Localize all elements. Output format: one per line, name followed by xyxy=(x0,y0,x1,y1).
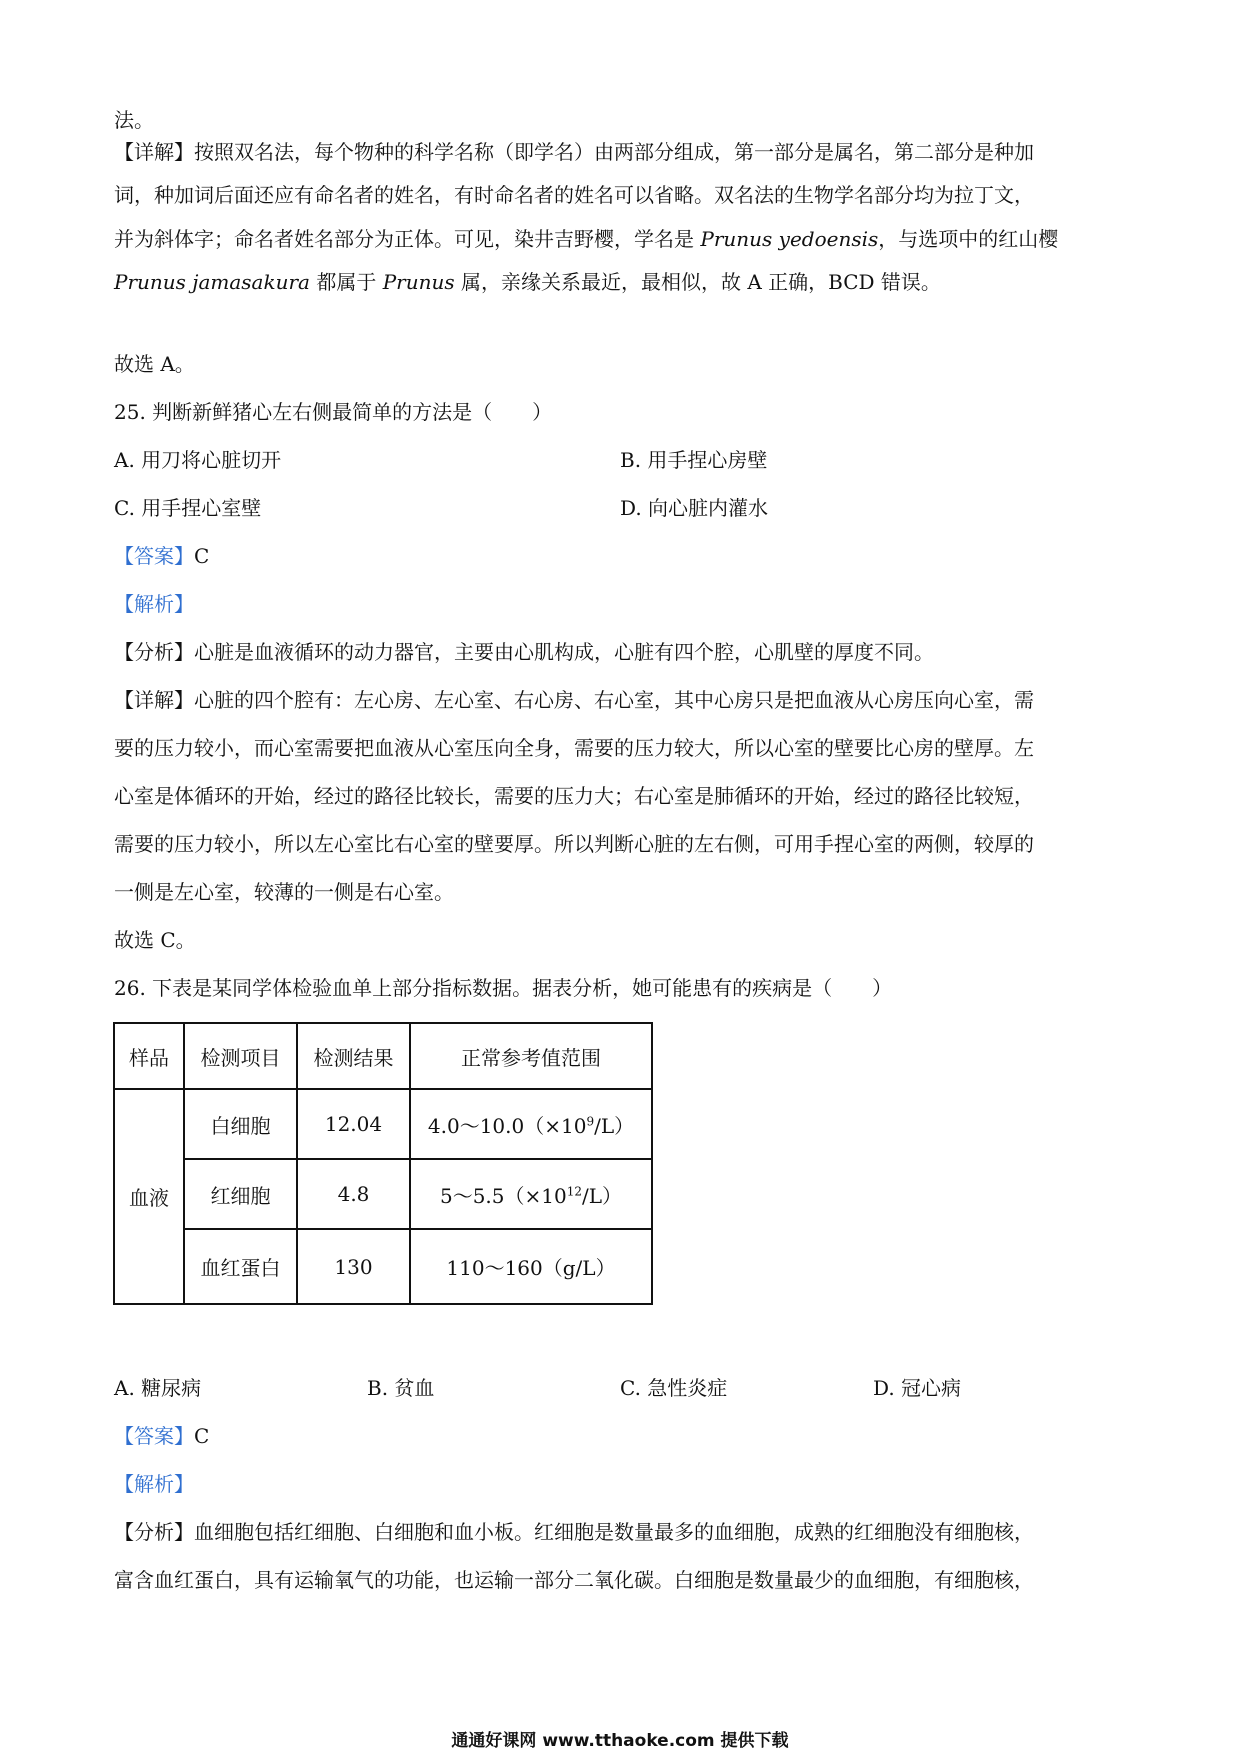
q25-detail-line: 一侧是左心室，较薄的一侧是右心室。 xyxy=(114,880,454,904)
answer-value: C xyxy=(194,1424,210,1448)
answer-tag: 【答案】 xyxy=(114,1424,194,1448)
result-cell: 130 xyxy=(297,1229,410,1304)
header-cell: 检测结果 xyxy=(297,1023,410,1089)
q26-analysis-line: 【分析】血细胞包括红细胞、白细胞和血小板。红细胞是数量最多的血细胞，成熟的红细胞没有细胞核， xyxy=(114,1520,1034,1544)
answer-value: C xyxy=(194,544,210,568)
question-26-stem: 26. 下表是某同学体检验血单上部分指标数据。据表分析，她可能患有的疾病是（ ） xyxy=(114,976,893,1000)
q25-option-a: A. 用刀将心脏切开 xyxy=(114,448,282,472)
q25-detail-line: 心室是体循环的开始，经过的路径比较长，需要的压力大；右心室是肺循环的开始，经过的路径比较短， xyxy=(114,784,1034,808)
q26-analysis-line: 富含血红蛋白，具有运输氧气的功能，也运输一部分二氧化碳。白细胞是数量最少的血细胞，有细胞核， xyxy=(114,1568,1034,1592)
range-exponent: 12 xyxy=(566,1183,582,1198)
item-cell: 血红蛋白 xyxy=(184,1229,297,1304)
header-cell: 正常参考值范围 xyxy=(410,1023,652,1089)
text-line: 法。 xyxy=(114,108,154,132)
q25-detail-line: 需要的压力较小，所以左心室比右心室的壁要厚。所以判断心脏的左右侧，可用手捏心室的两侧，较厚的 xyxy=(114,832,1034,856)
q25-detail-line: 要的压力较小，而心室需要把血液从心室压向全身，需要的压力较大，所以心室的壁要比心房的壁厚。左 xyxy=(114,736,1034,760)
analysis-tag: 【解析】 xyxy=(114,1472,194,1496)
table-row xyxy=(114,1159,652,1229)
q25-detail-line: 【详解】心脏的四个腔有：左心房、左心室、右心房、右心室，其中心房只是把血液从心房压向心室，需 xyxy=(114,688,1034,712)
table-header-row xyxy=(114,1023,652,1089)
page-footer: 通通好课网 www.tthaoke.com 提供下载 xyxy=(451,1731,789,1751)
q25-answer xyxy=(114,542,1124,570)
q26-answer xyxy=(114,1422,1124,1450)
table-row xyxy=(114,1089,652,1159)
blood-test-table xyxy=(113,1022,653,1305)
result-cell: 4.8 xyxy=(297,1159,410,1229)
conclusion: 故选 A。 xyxy=(114,352,195,376)
text-run: 属，亲缘关系最近，最相似，故 A 正确，BCD 错误。 xyxy=(454,270,941,294)
text-line xyxy=(114,268,1124,296)
q26-option-a: A. 糖尿病 xyxy=(114,1376,202,1400)
latin-name: Prunus xyxy=(382,270,455,294)
question-25-stem: 25. 判断新鲜猪心左右侧最简单的方法是（ ） xyxy=(114,400,553,424)
table-row xyxy=(114,1229,652,1304)
range-unit: /L） xyxy=(582,1183,623,1208)
text-line xyxy=(114,225,1124,253)
q26-option-b: B. 贫血 xyxy=(367,1376,435,1400)
latin-name: Prunus jamasakura xyxy=(114,270,310,294)
header-cell: 检测项目 xyxy=(184,1023,297,1089)
q26-option-d: D. 冠心病 xyxy=(873,1376,962,1400)
item-cell: 红细胞 xyxy=(184,1159,297,1229)
q25-conclusion: 故选 C。 xyxy=(114,928,196,952)
q25-option-b: B. 用手捏心房壁 xyxy=(620,448,768,472)
answer-tag: 【答案】 xyxy=(114,544,194,568)
header-cell: 样品 xyxy=(114,1023,184,1089)
range-exponent: 9 xyxy=(586,1113,595,1128)
range-text: 110～160（g/L） xyxy=(446,1256,616,1280)
text-run: 都属于 xyxy=(309,270,383,294)
q26-option-c: C. 急性炎症 xyxy=(620,1376,728,1400)
analysis-tag: 【解析】 xyxy=(114,592,194,616)
text-line: 【详解】按照双名法，每个物种的科学名称（即学名）由两部分组成，第一部分是属名，第二部分是种加 xyxy=(114,140,1034,164)
item-cell: 白细胞 xyxy=(184,1089,297,1159)
range-cell xyxy=(410,1229,652,1304)
range-text: 4.0～10.0（×10 xyxy=(427,1113,587,1138)
sample-cell: 血液 xyxy=(114,1089,184,1304)
q25-option-c: C. 用手捏心室壁 xyxy=(114,496,262,520)
range-text: 5～5.5（×10 xyxy=(439,1183,567,1208)
result-cell: 12.04 xyxy=(297,1089,410,1159)
q25-option-d: D. 向心脏内灌水 xyxy=(620,496,769,520)
q25-analysis: 【分析】心脏是血液循环的动力器官，主要由心肌构成，心脏有四个腔，心肌壁的厚度不同。 xyxy=(114,640,934,664)
text-line: 词，种加词后面还应有命名者的姓名，有时命名者的姓名可以省略。双名法的生物学名部分均为拉丁文， xyxy=(114,183,1034,207)
text-run: ，与选项中的红山樱 xyxy=(878,227,1059,251)
text-run: 并为斜体字；命名者姓名部分为正体。可见，染井吉野樱，学名是 xyxy=(114,227,701,251)
latin-name: Prunus yedoensis xyxy=(700,227,879,251)
range-unit: /L） xyxy=(594,1113,635,1138)
range-cell xyxy=(410,1089,652,1159)
range-cell xyxy=(410,1159,652,1229)
